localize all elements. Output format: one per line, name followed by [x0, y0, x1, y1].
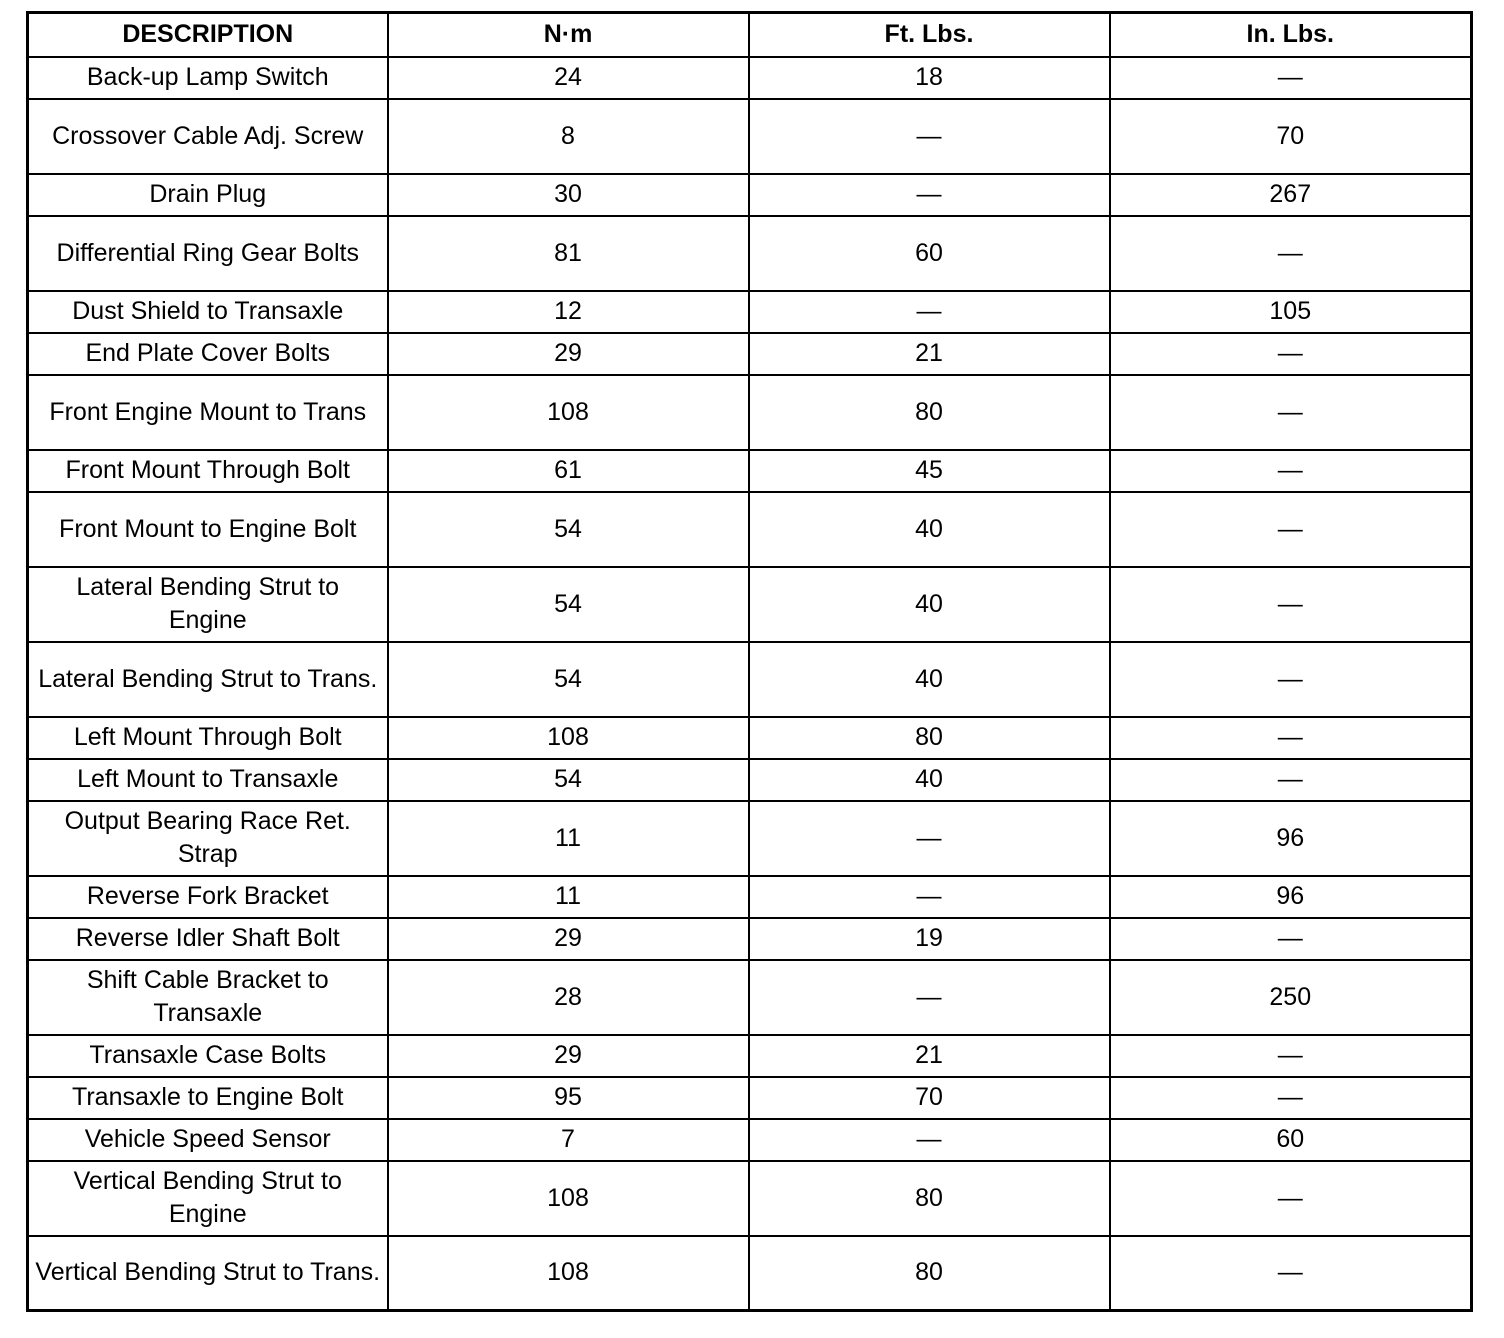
cell-ft-lbs: 18	[749, 57, 1110, 99]
table-row	[28, 876, 1472, 918]
cell-in-lbs: 96	[1110, 801, 1472, 876]
cell-in-lbs: 70	[1110, 99, 1472, 174]
cell-ft-lbs: 40	[749, 567, 1110, 642]
table-row	[28, 567, 1472, 642]
cell-description: Vehicle Speed Sensor	[28, 1119, 388, 1161]
cell-in-lbs: 105	[1110, 291, 1472, 333]
table-row	[28, 960, 1472, 1035]
cell-nm: 108	[388, 375, 749, 450]
cell-description: Front Mount Through Bolt	[28, 450, 388, 492]
cell-description: Left Mount to Transaxle	[28, 759, 388, 801]
cell-in-lbs: —	[1110, 375, 1472, 450]
cell-in-lbs: —	[1110, 1236, 1472, 1311]
cell-nm: 28	[388, 960, 749, 1035]
table-row	[28, 1035, 1472, 1077]
cell-in-lbs: —	[1110, 216, 1472, 291]
table-row	[28, 1236, 1472, 1311]
cell-in-lbs: —	[1110, 1077, 1472, 1119]
cell-description: Back-up Lamp Switch	[28, 57, 388, 99]
cell-in-lbs: —	[1110, 1161, 1472, 1236]
cell-nm: 61	[388, 450, 749, 492]
header-ft-lbs: Ft. Lbs.	[749, 13, 1110, 57]
cell-description: Drain Plug	[28, 174, 388, 216]
cell-nm: 54	[388, 642, 749, 717]
cell-in-lbs: —	[1110, 450, 1472, 492]
cell-nm: 108	[388, 1236, 749, 1311]
cell-nm: 24	[388, 57, 749, 99]
cell-description: Crossover Cable Adj. Screw	[28, 99, 388, 174]
torque-spec-table	[26, 11, 1473, 1312]
cell-ft-lbs: —	[749, 174, 1110, 216]
cell-ft-lbs: 70	[749, 1077, 1110, 1119]
header-description: DESCRIPTION	[28, 13, 388, 57]
cell-nm: 29	[388, 1035, 749, 1077]
cell-in-lbs: 60	[1110, 1119, 1472, 1161]
table-row	[28, 1119, 1472, 1161]
cell-ft-lbs: 40	[749, 759, 1110, 801]
table-row	[28, 801, 1472, 876]
cell-ft-lbs: 40	[749, 642, 1110, 717]
cell-in-lbs: 250	[1110, 960, 1472, 1035]
cell-description: Dust Shield to Transaxle	[28, 291, 388, 333]
cell-ft-lbs: 21	[749, 333, 1110, 375]
table-row	[28, 1077, 1472, 1119]
cell-in-lbs: —	[1110, 333, 1472, 375]
table-row	[28, 759, 1472, 801]
cell-in-lbs: —	[1110, 492, 1472, 567]
cell-description: Reverse Fork Bracket	[28, 876, 388, 918]
cell-ft-lbs: 19	[749, 918, 1110, 960]
cell-description: Lateral Bending Strut to Engine	[28, 567, 388, 642]
cell-ft-lbs: 80	[749, 717, 1110, 759]
cell-ft-lbs: —	[749, 1119, 1110, 1161]
cell-nm: 54	[388, 567, 749, 642]
cell-nm: 81	[388, 216, 749, 291]
table-row	[28, 333, 1472, 375]
table-row	[28, 642, 1472, 717]
cell-nm: 54	[388, 759, 749, 801]
cell-ft-lbs: —	[749, 801, 1110, 876]
table-row	[28, 57, 1472, 99]
cell-description: Transaxle Case Bolts	[28, 1035, 388, 1077]
cell-nm: 8	[388, 99, 749, 174]
table-row	[28, 492, 1472, 567]
cell-nm: 30	[388, 174, 749, 216]
cell-nm: 7	[388, 1119, 749, 1161]
cell-nm: 108	[388, 1161, 749, 1236]
table-row	[28, 1161, 1472, 1236]
cell-in-lbs: —	[1110, 759, 1472, 801]
cell-description: Left Mount Through Bolt	[28, 717, 388, 759]
cell-nm: 11	[388, 801, 749, 876]
table-row	[28, 291, 1472, 333]
table-row	[28, 918, 1472, 960]
cell-description: Transaxle to Engine Bolt	[28, 1077, 388, 1119]
cell-nm: 95	[388, 1077, 749, 1119]
cell-in-lbs: —	[1110, 717, 1472, 759]
cell-in-lbs: —	[1110, 642, 1472, 717]
cell-ft-lbs: —	[749, 876, 1110, 918]
cell-ft-lbs: 21	[749, 1035, 1110, 1077]
cell-nm: 108	[388, 717, 749, 759]
table-row	[28, 99, 1472, 174]
cell-nm: 54	[388, 492, 749, 567]
cell-in-lbs: 267	[1110, 174, 1472, 216]
cell-description: Front Mount to Engine Bolt	[28, 492, 388, 567]
table-row	[28, 450, 1472, 492]
cell-ft-lbs: 60	[749, 216, 1110, 291]
cell-nm: 29	[388, 918, 749, 960]
cell-in-lbs: —	[1110, 57, 1472, 99]
cell-description: Reverse Idler Shaft Bolt	[28, 918, 388, 960]
cell-ft-lbs: 80	[749, 375, 1110, 450]
cell-ft-lbs: 45	[749, 450, 1110, 492]
cell-ft-lbs: 80	[749, 1236, 1110, 1311]
cell-description: Output Bearing Race Ret. Strap	[28, 801, 388, 876]
table-row	[28, 717, 1472, 759]
header-nm: N·m	[388, 13, 749, 57]
cell-nm: 11	[388, 876, 749, 918]
cell-ft-lbs: —	[749, 291, 1110, 333]
cell-in-lbs: —	[1110, 567, 1472, 642]
cell-ft-lbs: —	[749, 960, 1110, 1035]
header-row	[28, 13, 1472, 57]
table-row	[28, 375, 1472, 450]
cell-ft-lbs: 80	[749, 1161, 1110, 1236]
cell-ft-lbs: —	[749, 99, 1110, 174]
cell-in-lbs: —	[1110, 918, 1472, 960]
table-row	[28, 216, 1472, 291]
cell-description: Shift Cable Bracket to Transaxle	[28, 960, 388, 1035]
cell-description: Vertical Bending Strut to Engine	[28, 1161, 388, 1236]
cell-description: Vertical Bending Strut to Trans.	[28, 1236, 388, 1311]
cell-description: Differential Ring Gear Bolts	[28, 216, 388, 291]
table-row	[28, 174, 1472, 216]
cell-ft-lbs: 40	[749, 492, 1110, 567]
header-in-lbs: In. Lbs.	[1110, 13, 1472, 57]
cell-in-lbs: —	[1110, 1035, 1472, 1077]
cell-nm: 29	[388, 333, 749, 375]
cell-description: End Plate Cover Bolts	[28, 333, 388, 375]
cell-description: Front Engine Mount to Trans	[28, 375, 388, 450]
cell-in-lbs: 96	[1110, 876, 1472, 918]
cell-nm: 12	[388, 291, 749, 333]
cell-description: Lateral Bending Strut to Trans.	[28, 642, 388, 717]
